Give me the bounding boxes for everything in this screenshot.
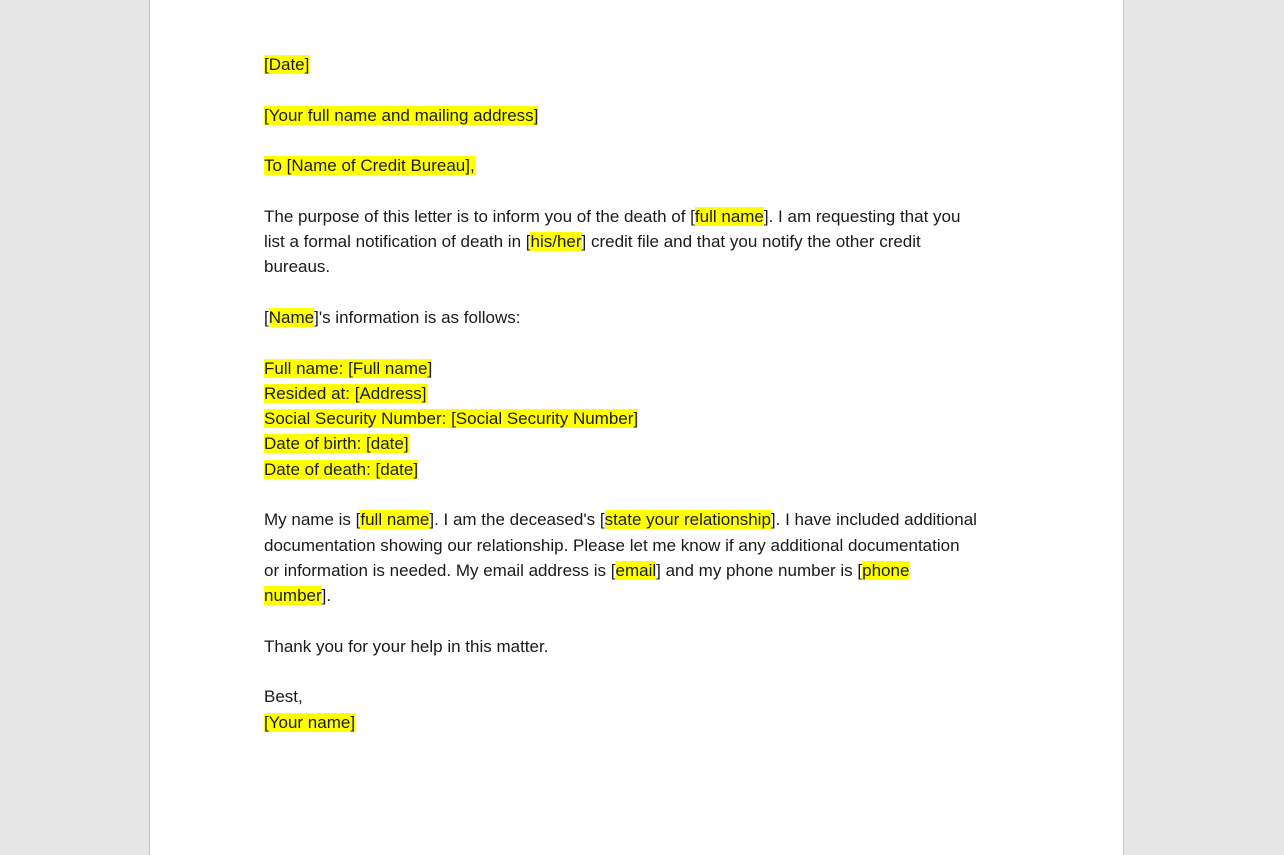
detail-line [264,406,1024,431]
deceased-name-placeholder: full name [694,206,764,226]
detail-death-date: Date of death: [date] [264,459,419,479]
thanks-paragraph [264,634,1024,659]
date-paragraph [264,52,1024,77]
relationship-line-4 [264,583,1024,608]
your-name-placeholder: full name [360,510,430,530]
detail-full-name: Full name: [Full name] [264,358,433,378]
intro-text: ] credit file and that you notify the other credit [581,232,921,252]
relationship-line-1 [264,507,1024,532]
intro-line-3: bureaus. [264,257,331,277]
intro-line-2 [264,229,1024,254]
detail-line [264,356,1024,381]
letter-body[interactable] [264,52,1024,760]
name-placeholder: Name [268,307,315,327]
detail-line [264,381,1024,406]
detail-line [264,457,1024,482]
relationship-text: ]. I have included additional [770,510,977,530]
relationship-text: My name is [ [264,510,361,530]
phone-placeholder-cont: number [264,586,322,606]
intro-text: list a formal notification of death in [ [264,232,531,252]
detail-address: Resided at: [Address] [264,383,427,403]
date-placeholder: [Date] [264,55,310,74]
pronoun-placeholder: his/her [530,232,582,252]
sender-placeholder: [Your full name and mailing address] [264,105,539,125]
detail-ssn: Social Security Number: [Social Security Number] [264,409,639,429]
salutation-paragraph [264,153,1024,178]
detail-birth-date: Date of birth: [date] [264,434,409,454]
salutation: To [Name of Credit Bureau], [264,156,475,176]
thanks-text: Thank you for your help in this matter. [264,636,549,656]
email-placeholder: email [615,560,657,580]
relationship-line-3 [264,558,1024,583]
relationship-text: ] and my phone number is [ [656,560,863,580]
intro-text: ]. I am requesting that you [763,206,961,226]
phone-placeholder: phone [862,560,910,580]
sender-paragraph [264,103,1024,128]
detail-line [264,431,1024,456]
relationship-placeholder: state your relationship [604,510,771,530]
info-intro-text: ]'s information is as follows: [314,307,521,327]
details-block [264,356,1024,482]
closing: Best, [264,687,303,707]
intro-text: The purpose of this letter is to inform you of the death of [ [264,206,695,226]
info-intro-paragraph [264,305,1024,330]
relationship-text: or information is needed. My email address is [ [264,560,616,580]
signature-placeholder: [Your name] [264,712,356,732]
signature-line [264,710,1024,735]
intro-paragraph [264,204,1024,280]
document-page[interactable] [149,0,1124,855]
relationship-paragraph [264,507,1024,608]
relationship-line-2: documentation showing our relationship. Please let me know if any additional documentation [264,535,960,555]
info-intro-text: [ [264,307,269,327]
relationship-text: ]. [321,586,332,606]
intro-line-1 [264,204,1024,229]
relationship-text: ]. I am the deceased's [ [429,510,605,530]
closing-block [264,684,1024,735]
